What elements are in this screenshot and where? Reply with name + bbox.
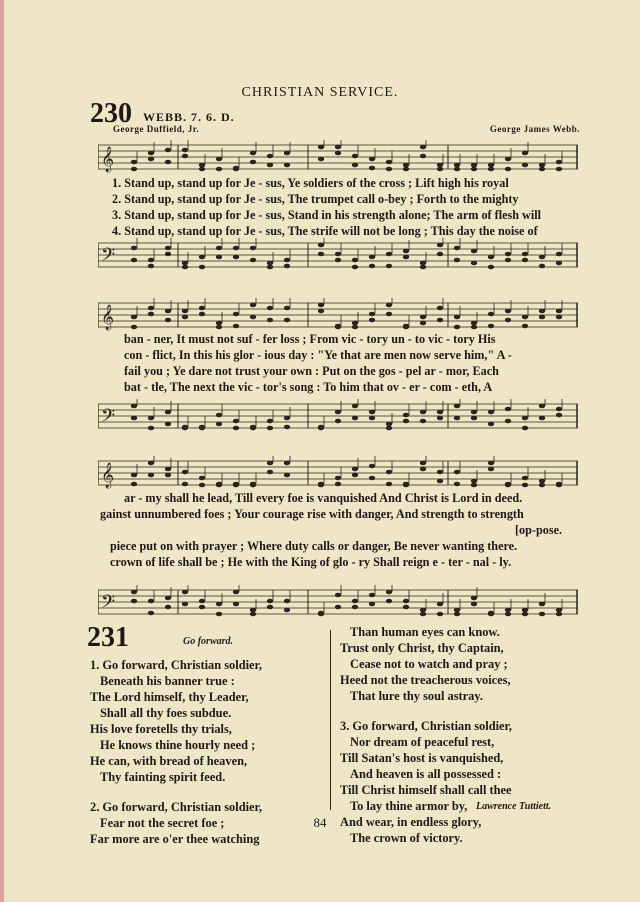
verse-line: 3. Stand up, stand up for Je - sus, Stand in his strength alone; The arm of flesh will (112, 208, 542, 222)
verse-line: 2. Stand up, stand up for Je - sus, The trumpet call o-bey ; Forth to the mighty (112, 192, 519, 206)
verse-line: Thy fainting spirit feed. (100, 770, 226, 784)
verse-line: ar - my shall he lead, Till every foe is vanquished And Christ is Lord in deed. (124, 491, 523, 505)
treble-staff-1 (98, 140, 578, 174)
verse-line: Nor dream of peaceful rest, (350, 735, 495, 749)
staff-lines (98, 298, 578, 332)
verse-line: 1. Stand up, stand up for Je - sus, Ye soldiers of the cross ; Lift high his royal (112, 176, 509, 190)
staff-lines (98, 399, 578, 433)
verse-line: con - flict, In this his glor - ious day : "Ye that are men now serve him," A - (124, 348, 512, 362)
verse-line: crown of life shall be ; He with the King of glo - ry Shall reign e - ter - nal - ly. (110, 555, 512, 569)
staff-lines (98, 238, 578, 272)
verse-line: Till Satan's host is vanquished, (340, 751, 504, 765)
section-title: CHRISTIAN SERVICE. (241, 85, 399, 100)
staff-lines (98, 456, 578, 490)
verse-line: He knows thine hourly need ; (100, 738, 256, 752)
page-number: 84 (313, 815, 327, 830)
verse-line: piece put on with prayer ; Where duty calls or danger, Be never wanting there. (110, 539, 518, 553)
verse-line: And heaven is all possessed : (350, 767, 502, 781)
treble-staff-2 (98, 298, 578, 332)
verse-line: 1. Go forward, Christian soldier, (90, 658, 262, 672)
treble-staff-3 (98, 456, 578, 490)
verse-line: 3. Go forward, Christian soldier, (340, 719, 512, 733)
hymn-231-number: 231 (87, 622, 129, 653)
page-edge (0, 0, 4, 902)
verse-line: Cease not to watch and pray ; (350, 657, 508, 671)
verse-line: He can, with bread of heaven, (90, 754, 248, 768)
verse-line: Fear not the secret foe ; (100, 816, 225, 830)
words-credit: George Duffield, Jr. (113, 124, 200, 134)
verse-line: 4. Stand up, stand up for Je - sus, The strife will not be long ; This day the noise of (112, 224, 538, 238)
bass-staff-2 (98, 399, 578, 433)
music-credit: George James Webb. (489, 124, 580, 134)
verse-line: Far more are o'er thee watching (90, 832, 260, 846)
verse-line: gainst unnumbered foes ; Your courage rise with danger, And strength to strength (100, 507, 524, 521)
verse-line: His love foretells thy trials, (90, 722, 232, 736)
verse-line: fail you ; Ye dare not trust your own : Put on the gos - pel ar - mor, Each (124, 364, 499, 378)
tune-name: WEBB. 7. 6. D. (143, 110, 235, 124)
svg-text:𝄞: 𝄞 (101, 147, 115, 172)
verse-line: Heed not the treacherous voices, (340, 673, 511, 687)
verse-line: 2. Go forward, Christian soldier, (90, 800, 262, 814)
verse-line: That lure thy soul astray. (350, 689, 483, 703)
staff-lines (98, 140, 578, 174)
verse-line: [op-pose. (515, 523, 563, 537)
svg-text:𝄢: 𝄢 (101, 406, 116, 431)
svg-text:𝄢: 𝄢 (101, 245, 116, 270)
verse-line: Till Christ himself shall call thee (340, 783, 512, 797)
hymn-230-number: 230 (90, 98, 132, 129)
verse-line: And wear, in endless glory, (340, 815, 482, 829)
column-divider (330, 630, 331, 810)
svg-text:𝄞: 𝄞 (101, 305, 115, 330)
verse-line: Trust only Christ, thy Captain, (340, 641, 504, 655)
verse-line: The crown of victory. (350, 831, 463, 845)
verse-line: The Lord himself, thy Leader, (90, 690, 249, 704)
verse-line: bat - tle, The next the vic - tor's song : To him that ov - er - com - eth, A (124, 380, 493, 394)
staff-lines (98, 585, 578, 619)
svg-text:𝄞: 𝄞 (101, 463, 115, 488)
verse-line: Than human eyes can know. (350, 625, 500, 639)
svg-text:𝄢: 𝄢 (101, 592, 116, 617)
verse-line: ban - ner, It must not suf - fer loss ; From vic - tory un - to vic - tory His (124, 332, 496, 346)
verse-line: Beneath his banner true : (100, 674, 235, 688)
author-credit: Lawrence Tuttiett. (476, 801, 552, 812)
verse-line: Shall all thy foes subdue. (100, 706, 232, 720)
bass-staff-3 (98, 585, 578, 619)
hymn-231-subtitle: Go forward. (183, 636, 234, 647)
verse-line: To lay thine armor by, (350, 799, 468, 813)
bass-staff-1 (98, 238, 578, 272)
